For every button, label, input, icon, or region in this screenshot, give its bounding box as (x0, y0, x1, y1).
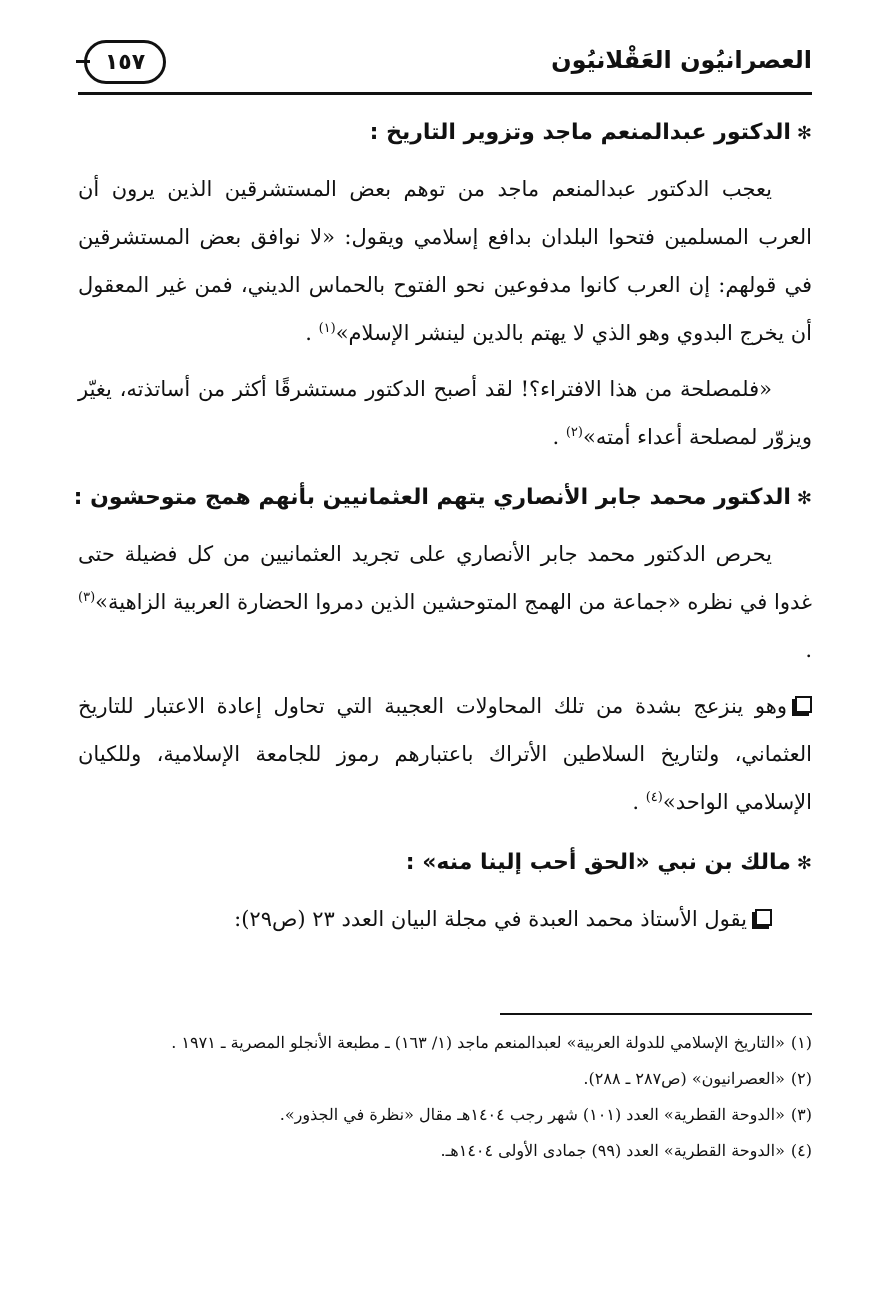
paragraph: «فلمصلحة من هذا الافتراء؟! لقد أصبح الدكتور مستشرقًا أكثر من أساتذته، يغيّر ويزوّر لمصلحة أعداء أمته»$^{(٢)}$ . (78, 377, 812, 449)
page-number-badge (84, 40, 166, 84)
badge-ornament (76, 60, 90, 63)
footnote-ref[interactable]: (٢) (565, 425, 583, 440)
header-rule (78, 92, 812, 95)
footnote: (٤)«الدوحة القطرية» العدد (٩٩) جمادى الأولى ١٤٠٤هـ. (440, 1141, 812, 1160)
footnote-ref[interactable]: (٣) (78, 590, 96, 605)
section-heading: ✻مالك بن نبي «الحق أحب إلينا منه» : (405, 850, 812, 875)
footnote-rule (500, 1013, 812, 1015)
paragraph: يقول الأستاذ محمد العبدة في مجلة البيان العدد ٢٣ (ص٢٩): (78, 895, 812, 943)
footnote: (٣)«الدوحة القطرية» العدد (١٠١) شهر رجب ١٤٠٤هـ مقال «نظرة في الجذور». (279, 1105, 812, 1124)
section-heading: ✻الدكتور محمد جابر الأنصاري يتهم العثمانيين بأنهم همج متوحشون : (73, 485, 812, 510)
box-bullet-icon (795, 696, 812, 713)
box-bullet-icon (755, 909, 772, 926)
paragraph: يحرص الدكتور محمد جابر الأنصاري على تجريد العثمانيين من كل فضيلة حتى غدوا في نظره «جماعة من الهمج المتوحشين الذين دمروا الحضارة العربية الزاهية»$^{(٣)}$ . (78, 542, 812, 662)
footnote-ref[interactable]: (٤) (645, 790, 663, 805)
page-number: ١٥٧ (104, 49, 146, 75)
main-text (73, 110, 812, 943)
page-header (78, 30, 812, 94)
asterism-icon: ✻ (796, 853, 812, 874)
footnote-ref[interactable]: (١) (318, 321, 336, 336)
asterism-icon: ✻ (796, 488, 812, 509)
section-heading: ✻الدكتور عبدالمنعم ماجد وتزوير التاريخ : (369, 120, 812, 145)
footnotes (78, 1028, 812, 1172)
footnote: (٢)«العصرانيون» (ص٢٨٧ ـ ٢٨٨). (583, 1069, 812, 1088)
paragraph: يعجب الدكتور عبدالمنعم ماجد من توهم بعض المستشرقين الذين يرون أن العرب المسلمين فتحوا البلدان بدافع إسلامي ويقول: «لا نوافق بعض المستشرقين في قولهم: إن العرب كانوا مدفوعين نحو الفتوح بالحماس الديني، فمن غير المعقول أن يخرج البدوي وهو الذي لا يهتم بالدين لينشر الإسلام»$^{(١)}$ . (78, 177, 812, 345)
paragraph: وهو ينزعج بشدة من تلك المحاولات العجيبة التي تحاول إعادة الاعتبار للتاريخ العثماني، ولتاريخ السلاطين الأتراك باعتبارهم رموز للجامعة الإسلامية، وللكيان الإسلامي الواحد»$^{(٤)}$ . (78, 694, 812, 814)
asterism-icon: ✻ (796, 123, 812, 144)
footnote: (١)«التاريخ الإسلامي للدولة العربية» لعبدالمنعم ماجد (١/ ١٦٣) ـ مطبعة الأنجلو المصرية ـ ١٩٧١ . (171, 1033, 812, 1052)
running-title: العصرانيُون العَقْلانيُون (551, 46, 812, 74)
